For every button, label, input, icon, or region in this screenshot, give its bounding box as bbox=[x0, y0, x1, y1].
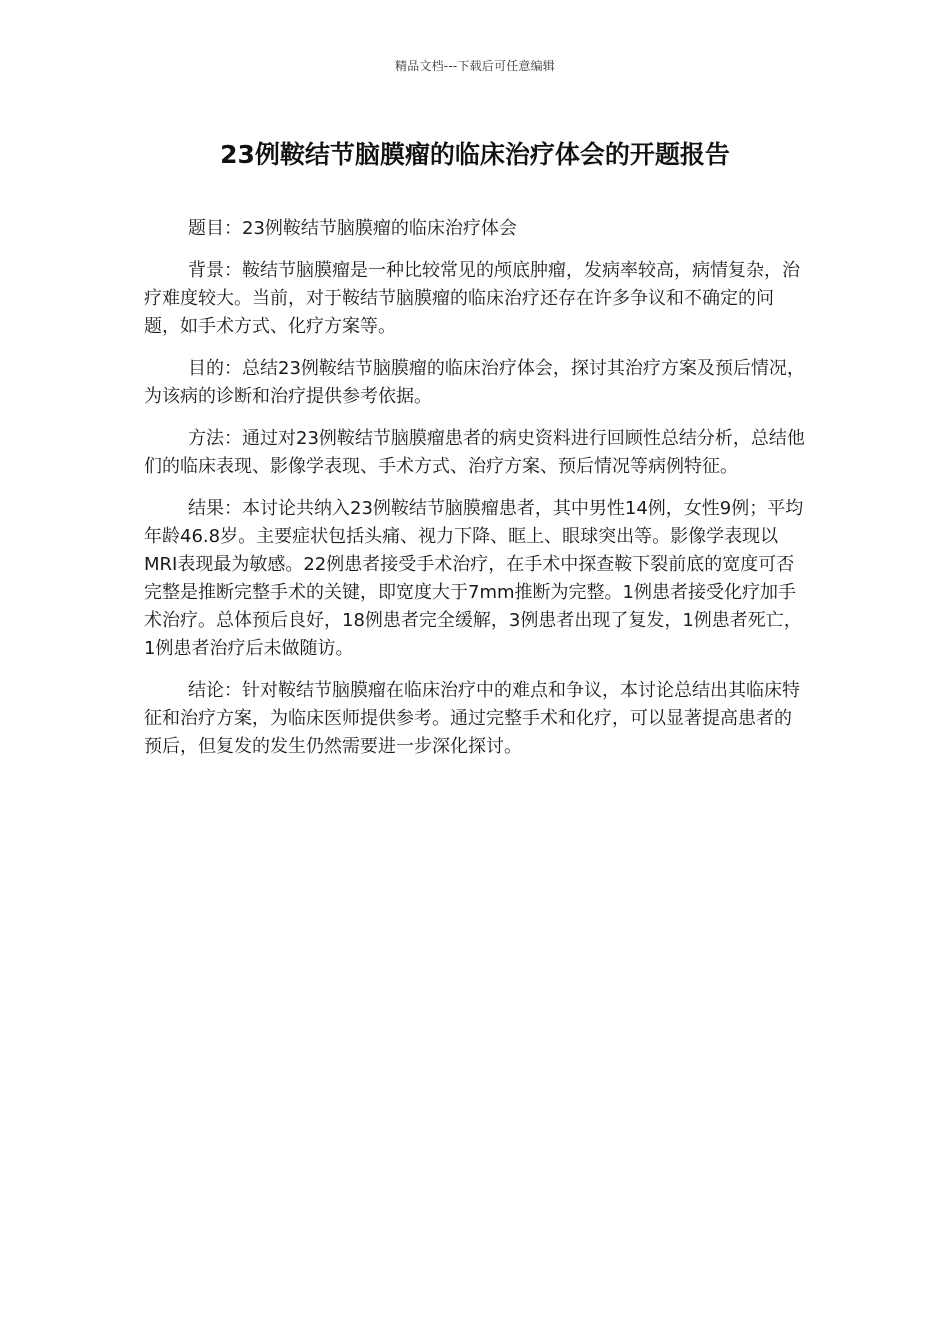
paragraph-text: 鞍结节脑膜瘤是一种比较常见的颅底肿瘤，发病率较高，病情复杂，治疗难度较大。当前，对于鞍结节脑膜瘤的临床治疗还存在许多争议和不确定的问题，如手术方式、化疗方案等。 bbox=[144, 260, 800, 337]
paragraph-text: 针对鞍结节脑膜瘤在临床治疗中的难点和争议，本讨论总结出其临床特征和治疗方案，为临床医师提供参考。通过完整手术和化疗，可以显著提高患者的预后，但复发的发生仍然需要进一步深化探讨。 bbox=[144, 680, 800, 757]
paragraph-method bbox=[144, 425, 806, 481]
paragraph-results bbox=[144, 495, 806, 663]
paragraph-purpose bbox=[144, 355, 806, 411]
paragraph-text: 通过对23例鞍结节脑膜瘤患者的病史资料进行回顾性总结分析，总结他们的临床表现、影像学表现、手术方式、治疗方案、预后情况等病例特征。 bbox=[144, 428, 805, 477]
paragraph-background bbox=[144, 257, 806, 341]
paragraph-label: 题目： bbox=[188, 218, 242, 239]
page-header-note: 精品文档---下载后可任意编辑 bbox=[395, 59, 555, 73]
document-title: 23例鞍结节脑膜瘤的临床治疗体会的开题报告 bbox=[220, 140, 730, 169]
paragraph-label: 结果： bbox=[188, 498, 242, 519]
paragraph-text: 总结23例鞍结节脑膜瘤的临床治疗体会，探讨其治疗方案及预后情况，为该病的诊断和治疗提供参考依据。 bbox=[144, 358, 805, 407]
paragraph-label: 目的： bbox=[188, 358, 242, 379]
paragraph-topic bbox=[144, 215, 806, 243]
document-body bbox=[144, 215, 806, 775]
paragraph-text: 23例鞍结节脑膜瘤的临床治疗体会 bbox=[242, 218, 517, 239]
paragraph-label: 方法： bbox=[188, 428, 242, 449]
paragraph-conclusion bbox=[144, 677, 806, 761]
paragraph-text: 本讨论共纳入23例鞍结节脑膜瘤患者，其中男性14例，女性9例；平均年龄46.8岁。主要症状包括头痛、视力下降、眶上、眼球突出等。影像学表现以MRI表现最为敏感。22例患者接受手术治疗，在手术中探查鞍下裂前底的宽度可否完整是推断完整手术的关键，即宽度大于7mm推断为完整。1例患者接受化疗加手术治疗。总体预后良好，18例患者完全缓解，3例患者出现了复发，1例患者死亡，1例患者治疗后未做随访。 bbox=[144, 498, 804, 659]
paragraph-label: 背景： bbox=[188, 260, 242, 281]
paragraph-label: 结论： bbox=[188, 680, 242, 701]
